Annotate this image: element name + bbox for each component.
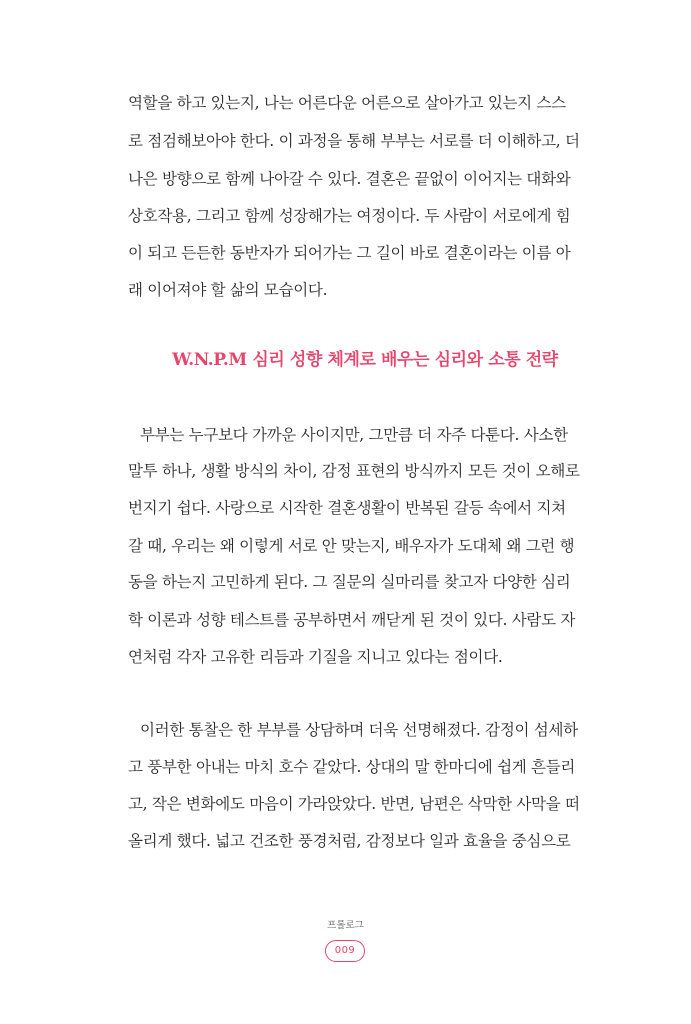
paragraph-line: 이 되고 든든한 동반자가 되어가는 그 길이 바로 결혼이라는 이름 아 bbox=[128, 244, 571, 262]
paragraph-line: 올리게 했다. 넓고 건조한 풍경처럼, 감정보다 일과 효율을 중심으로 bbox=[128, 832, 571, 850]
paragraph-line: 고 풍부한 아내는 마치 호수 같았다. 상대의 말 한마디에 쉽게 흔들리 bbox=[128, 758, 576, 776]
paragraph-line: 나은 방향으로 함께 나아갈 수 있다. 결혼은 끝없이 이어지는 대화와 bbox=[128, 170, 571, 188]
paragraph-line: 부부는 누구보다 가까운 사이지만, 그만큼 더 자주 다툰다. 사소한 bbox=[140, 426, 568, 444]
paragraph-line: 고, 작은 변화에도 마음이 가라앉았다. 반면, 남편은 삭막한 사막을 떠 bbox=[128, 795, 580, 813]
paragraph-line: 로 점검해보아야 한다. 이 과정을 통해 부부는 서로를 더 이해하고, 더 bbox=[128, 132, 580, 150]
paragraph-line: 역할을 하고 있는지, 나는 어른다운 어른으로 살아가고 있는지 스스 bbox=[128, 94, 566, 112]
paragraph-line: 번지기 쉽다. 사랑으로 시작한 결혼생활이 반복된 갈등 속에서 지쳐 bbox=[128, 499, 566, 517]
paragraph-line: 동을 하는지 고민하게 된다. 그 질문의 실마리를 찾고자 다양한 심리 bbox=[128, 573, 571, 591]
paragraph-line: 이러한 통찰은 한 부부를 상담하며 더욱 선명해졌다. 감정이 섬세하 bbox=[140, 721, 578, 739]
running-title: 프롤로그 bbox=[327, 920, 364, 931]
paragraph-line: 갈 때, 우리는 왜 이렇게 서로 안 맞는지, 배우자가 도대체 왜 그런 행 bbox=[128, 537, 575, 555]
page-number-badge: 009 bbox=[325, 940, 365, 962]
paragraph-line: 연처럼 각자 고유한 리듬과 기질을 지니고 있다는 점이다. bbox=[128, 648, 503, 666]
paragraph-line: 말투 하나, 생활 방식의 차이, 감정 표현의 방식까지 모든 것이 오해로 bbox=[128, 462, 580, 480]
section-heading: W.N.P.M 심리 성향 체계로 배우는 심리와 소통 전략 bbox=[172, 350, 558, 370]
paragraph-line: 래 이어져야 할 삶의 모습이다. bbox=[128, 281, 328, 299]
paragraph-line: 상호작용, 그리고 함께 성장해가는 여정이다. 두 사람이 서로에게 힘 bbox=[128, 207, 571, 225]
paragraph-line: 학 이론과 성향 테스트를 공부하면서 깨닫게 된 것이 있다. 사람도 자 bbox=[128, 611, 576, 629]
